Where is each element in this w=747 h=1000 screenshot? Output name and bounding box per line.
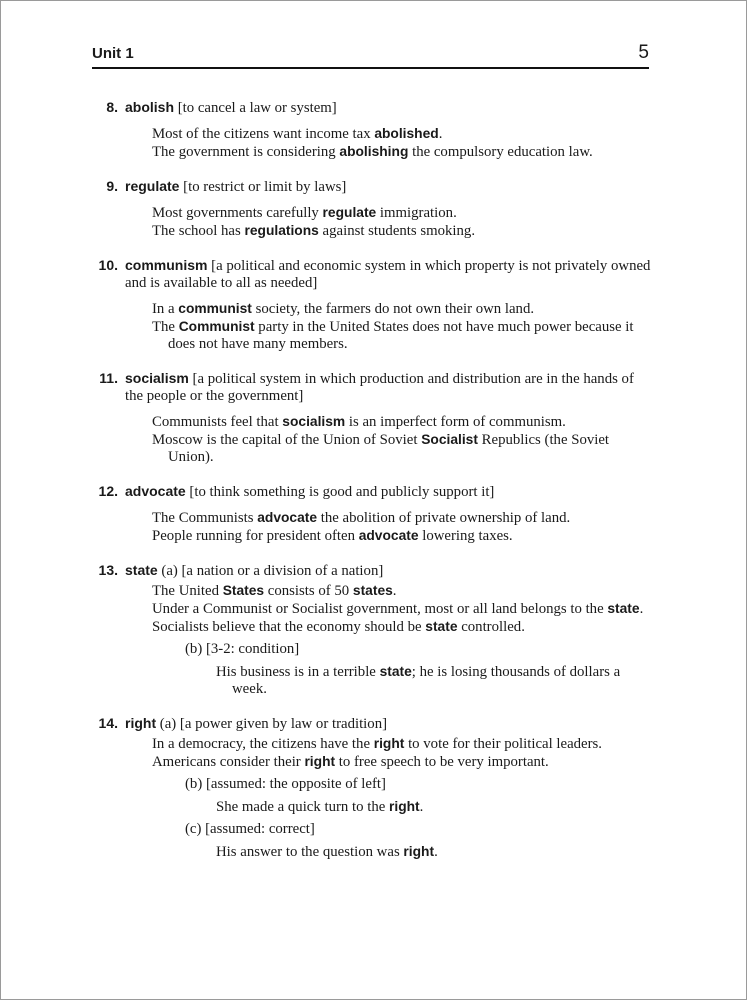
example-list: [125, 735, 652, 861]
example-text: The school has: [152, 223, 245, 239]
entry-headline: [106, 178, 652, 196]
example-text: to free speech to be very important.: [335, 754, 549, 770]
example-sentence: [152, 125, 652, 143]
example-sentence: [152, 143, 652, 161]
sub-sense-label: (b) [assumed: the opposite of left]: [185, 776, 386, 792]
entry-communism: [92, 257, 652, 353]
example-text: the compulsory education law.: [408, 144, 593, 160]
entry-socialism: [92, 370, 652, 466]
page-number: 5: [638, 42, 649, 63]
example-list: [125, 300, 652, 353]
example-text: Americans consider their: [152, 754, 305, 770]
definition: [a political and economic system in which property is not privately owned and is available to all as needed]: [125, 258, 651, 291]
bold-term: regulations: [244, 223, 319, 238]
example-text: .: [392, 583, 397, 599]
entry-headline: [98, 715, 652, 733]
example-list: [125, 413, 652, 466]
headword: right: [125, 715, 157, 731]
page-header: [92, 42, 649, 69]
entry-number: 11.: [99, 370, 118, 386]
entry-number: 13.: [98, 562, 118, 578]
unit-label: Unit 1: [92, 45, 134, 62]
definition: [to cancel a law or system]: [174, 100, 337, 116]
sub-sense-label: (b) [3-2: condition]: [185, 641, 300, 657]
example-text: The government is considering: [152, 144, 340, 160]
example-sentence: [152, 300, 652, 318]
bold-term: state: [607, 601, 640, 616]
example-text: the abolition of private ownership of land.: [317, 510, 571, 526]
example-text: His business is in a terrible: [216, 664, 380, 680]
example-text: society, the farmers do not own their own land.: [251, 301, 535, 317]
example-text: .: [438, 126, 443, 142]
bold-term: state: [425, 619, 458, 634]
example-text: Republics (the Soviet Union).: [168, 432, 610, 465]
example-text: Under a Communist or Socialist government, most or all land belongs to the: [152, 601, 608, 617]
entry-abolish: [92, 99, 652, 161]
headword: abolish: [125, 99, 175, 115]
example-list: [125, 125, 652, 161]
bold-term: right: [304, 754, 336, 769]
example-sentence: [152, 735, 652, 753]
definition: (a) [a power given by law or tradition]: [156, 716, 388, 732]
example-sentence: [152, 204, 652, 222]
bold-term: abolishing: [339, 144, 409, 159]
bold-term: Communist: [178, 319, 255, 334]
example-text: People running for president often: [152, 528, 359, 544]
example-sentence: [152, 582, 652, 600]
entry-right: [92, 715, 652, 861]
example-text: .: [419, 799, 424, 815]
example-text: to vote for their political leaders.: [404, 736, 603, 752]
example-list: [125, 204, 652, 240]
entry-number: 12.: [98, 483, 118, 499]
bold-term: States: [222, 583, 265, 598]
example-sentence: [152, 600, 652, 618]
example-text: She made a quick turn to the: [216, 799, 389, 815]
headword: communism: [125, 257, 208, 273]
definition: [to restrict or limit by laws]: [179, 179, 347, 195]
example-text: In a: [152, 301, 179, 317]
example-text: Moscow is the capital of the Union of Soviet: [152, 432, 422, 448]
example-text: .: [434, 844, 438, 860]
entry-number: 8.: [106, 99, 118, 115]
entry-headline: [98, 483, 652, 501]
example-text: immigration.: [376, 205, 457, 221]
example-text: is an imperfect form of communism.: [345, 414, 566, 430]
example-text: party in the United States does not have much power because it does not have many members.: [168, 319, 634, 352]
definition: (a) [a nation or a division of a nation]: [157, 563, 384, 579]
bold-term: advocate: [257, 510, 318, 525]
bold-term: right: [389, 799, 420, 814]
bold-term: right: [403, 844, 435, 859]
bold-term: regulate: [322, 205, 377, 220]
bold-term: communist: [178, 301, 252, 316]
entry-number: 14.: [98, 715, 118, 731]
example-sentence: [152, 509, 652, 527]
bold-term: state: [379, 664, 412, 679]
example-sentence: [152, 318, 652, 353]
example-sentence: [152, 222, 652, 240]
sub-sense: [152, 776, 652, 816]
example-text: against students smoking.: [318, 223, 476, 239]
bold-term: abolished: [374, 126, 439, 141]
bold-term: advocate: [358, 528, 419, 543]
example-text: ; he is losing thousands of dollars a week.: [232, 664, 621, 697]
headword: regulate: [125, 178, 180, 194]
example-text: Communists feel that: [152, 414, 283, 430]
entry-headline: [98, 257, 652, 292]
example-sentence: [185, 843, 652, 861]
example-sentence: [152, 413, 652, 431]
example-text: Socialists believe that the economy should be: [152, 619, 426, 635]
example-list: [125, 582, 652, 698]
example-sentence: [152, 431, 652, 466]
example-sentence: [185, 663, 652, 698]
example-text: .: [639, 601, 644, 617]
entry-headline: [98, 562, 652, 580]
example-text: In a democracy, the citizens have the: [152, 736, 374, 752]
sub-sense: [152, 821, 652, 861]
entry-number: 9.: [106, 178, 118, 194]
sub-sense-label: (c) [assumed: correct]: [185, 821, 315, 837]
example-sentence: [152, 753, 652, 771]
bold-term: Socialist: [421, 432, 478, 447]
bold-term: states: [352, 583, 393, 598]
example-text: lowering taxes.: [418, 528, 513, 544]
example-text: His answer to the question was: [216, 844, 404, 860]
bold-term: socialism: [282, 414, 346, 429]
vocabulary-list: [92, 99, 652, 878]
example-sentence: [185, 798, 652, 816]
example-list: [125, 509, 652, 545]
entry-state: [92, 562, 652, 698]
headword: advocate: [125, 483, 186, 499]
example-text: The United: [152, 583, 223, 599]
example-text: controlled.: [457, 619, 525, 635]
example-text: consists of 50: [264, 583, 353, 599]
example-sentence: [152, 618, 652, 636]
example-sentence: [152, 527, 652, 545]
example-text: The Communists: [152, 510, 258, 526]
entry-headline: [99, 370, 652, 405]
entry-headline: [106, 99, 652, 117]
entry-advocate: [92, 483, 652, 545]
bold-term: right: [373, 736, 405, 751]
sub-sense: [152, 641, 652, 698]
example-text: Most governments carefully: [152, 205, 323, 221]
entry-number: 10.: [98, 257, 118, 273]
definition: [to think something is good and publicly support it]: [185, 484, 495, 500]
header-rule: [92, 67, 649, 69]
headword: state: [125, 562, 158, 578]
example-text: The: [152, 319, 179, 335]
definition: [a political system in which production and distribution are in the hands of the people or the government]: [125, 371, 634, 404]
headword: socialism: [125, 370, 189, 386]
example-text: Most of the citizens want income tax: [152, 126, 375, 142]
entry-regulate: [92, 178, 652, 240]
